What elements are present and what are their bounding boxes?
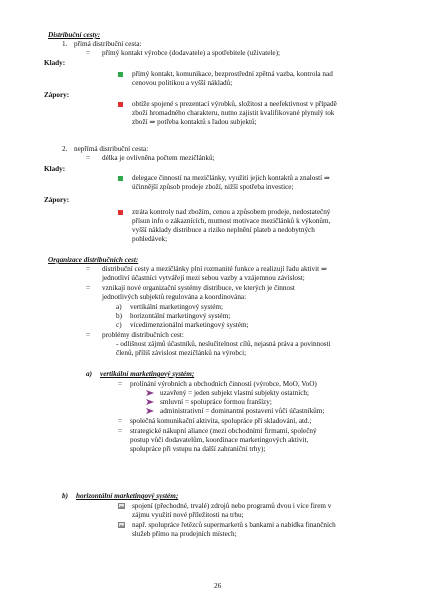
eq-sign: = (86, 265, 91, 273)
list-number: 2. (62, 145, 68, 153)
text-line: uzavřený = jeden subjekt vlastní subjekty ostatních; (160, 389, 309, 397)
definition-text: přímý kontakt výrobce (dodavatele) a spotřebitele (uživatele); (102, 49, 281, 57)
eq-sign: = (86, 49, 91, 57)
eq-sign: = (86, 154, 91, 162)
green-square-icon (118, 72, 123, 77)
red-square-icon (118, 102, 123, 107)
text-line: ztráta kontroly nad zbožím, cenou a způsobem prodeje, nedostatečný (132, 208, 331, 216)
section-title-distribution: Distribuční cesty: (48, 31, 101, 39)
cons-label: Zápory: (44, 91, 70, 99)
pros-label: Klady: (44, 165, 66, 173)
text-line: problémy distribučních cest: (102, 331, 184, 339)
section-title-organization: Organizace distribučních cest: (48, 256, 139, 264)
eq-sign: = (118, 380, 123, 388)
pointing-star-icon (146, 390, 154, 396)
eq-sign: = (86, 331, 91, 339)
text-line: prolínání výrobních a obchodních činností (výrobce, MoO, VoO) (130, 380, 317, 388)
text-line: členů, příliš závislost mezičlánků na výrobci; (116, 349, 247, 357)
text-line: vznikají nové organizační systémy distribuce, ve kterých je činnost (102, 284, 295, 292)
eq-sign: = (118, 427, 123, 435)
green-square-icon (118, 176, 123, 181)
text-line: vyšší náklady distribuce a riziko neplnění plateb a nedobytných (132, 226, 315, 234)
text-line: jednotliví účastníci vytvářejí mezi sebou vazby a vzájemnou závislost; (102, 274, 305, 282)
text-line: přímý kontakt, komunikace, bezprostřední zpětná vazba, kontrola nad (132, 70, 333, 78)
pointing-star-icon (146, 408, 154, 414)
sub-list-item: vertikální marketingový systém; (130, 303, 224, 311)
text-line: zboží hromadného charakteru, nutno zajistit kvalifikované plynulý tok (132, 109, 335, 117)
text-line: obtíže spojené s prezentací výrobků, složitost a neefektivnost v případě (132, 100, 337, 108)
list-number: 1. (62, 40, 68, 48)
text-line: administrativní = dominantní postavení vůči účastníkům; (160, 407, 325, 415)
sub-list-marker: b) (116, 312, 122, 320)
text-line: zájmu využití nové příležitosti na trhu; (132, 511, 244, 519)
text-line: jednotlivých subjektů regulována a koordinována: (102, 293, 247, 301)
text-line: - odlišnost zájmů účastníků, neslučitelnost cílů, nejasná práva a povinnosti (116, 340, 331, 348)
eq-sign: = (118, 417, 123, 425)
text-line: služeb přímo na prodejních místech; (132, 530, 237, 538)
text-line: např. spolupráce řetězců supermarketů s bankami a nabídka finančních (132, 521, 336, 529)
text-line: pohledávek; (132, 235, 168, 243)
picture-bullet-icon (118, 522, 125, 528)
text-line: strategické nákupní aliance (mezi obchodními firmami, společný (130, 427, 317, 435)
sub-list-marker: c) (116, 321, 122, 329)
text-line: cenovou politikou a vyšší nákladů; (132, 79, 233, 87)
sub-list-marker: a) (116, 303, 122, 311)
page-number: 26 (214, 582, 222, 590)
subsection-title-horizontal: horizontální marketingový systém; (76, 492, 179, 500)
sub-list-item: vícedimenzionální marketingový systém; (130, 321, 249, 329)
text-line: společná komunikační aktivita, spolupráce při skladování, atd.; (130, 417, 312, 425)
text-line: postup vůči dodavatelům, koordinace marketingových aktivit, (130, 436, 309, 444)
text-line: účinnější způsob prodeje zboží, nižší spotřeba investice; (132, 183, 294, 191)
text-line: zboží ⇒ potřeba kontaktů s řadou subjektů; (132, 118, 257, 126)
text-line: distribuční cesty a mezičlánky plní rozmanité funkce a realizují řadu aktivit ⇒ (102, 265, 327, 273)
text-line: smluvní = spolupráce formou franšízy; (160, 398, 272, 406)
list-item-title: nepřímá distribuční cesta: (74, 145, 149, 153)
subsection-title-vertical: vertikální marketingový systém; (100, 370, 195, 378)
subsection-marker: a) (86, 370, 92, 378)
list-item-title: přímá distribuční cesta: (74, 40, 142, 48)
text-line: delegace činností na mezičlánky, využití jejich kontaktů a znalostí ⇒ (132, 174, 330, 182)
eq-sign: = (86, 284, 91, 292)
definition-text: délka je ovlivněna počtem mezičlánků; (102, 154, 215, 162)
sub-list-item: horizontální marketingový systém; (130, 312, 231, 320)
cons-label: Zápory: (44, 196, 70, 204)
pros-label: Klady: (44, 59, 66, 67)
picture-bullet-icon (118, 503, 125, 509)
text-line: spojení (přechodné, trvalé) zdrojů nebo programů dvou i více firem v (132, 502, 332, 510)
subsection-marker: b) (62, 492, 68, 500)
text-line: přísun info o zákaznících, mutnost motivace mezičlánků k výkonům, (132, 217, 331, 225)
pointing-star-icon (146, 399, 154, 405)
text-line: spolupráce při vstupu na další zahraniční trhy); (130, 445, 266, 453)
red-square-icon (118, 210, 123, 215)
